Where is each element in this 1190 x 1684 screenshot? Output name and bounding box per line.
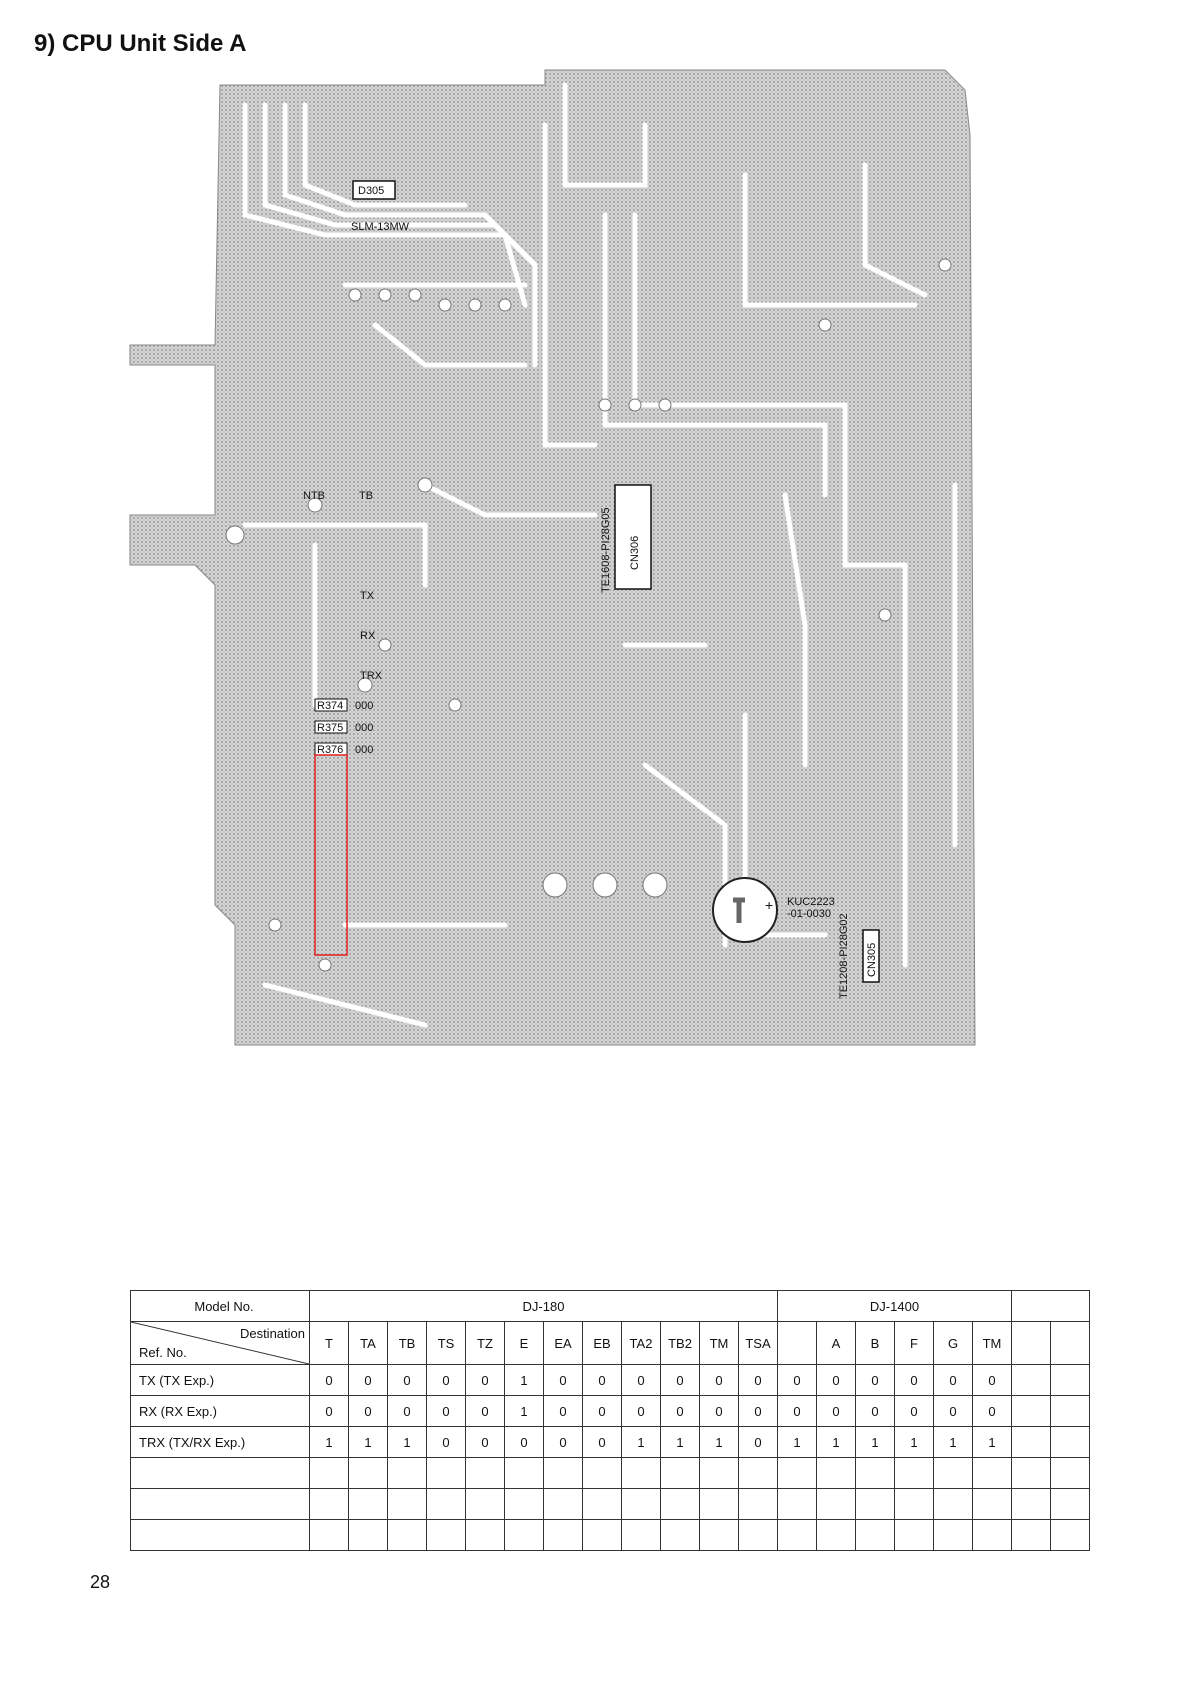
table-cell	[1051, 1489, 1090, 1520]
destination-cell: TB2	[661, 1322, 700, 1365]
table-cell	[700, 1520, 739, 1551]
cn305-part-label: TE1208-PI28G02	[838, 913, 850, 999]
table-cell: 0	[466, 1365, 505, 1396]
table-cell: 1	[388, 1427, 427, 1458]
rx-label: RX	[360, 630, 376, 642]
table-cell	[934, 1458, 973, 1489]
ntb-label: NTB	[303, 490, 325, 502]
table-cell: 0	[973, 1365, 1012, 1396]
table-cell	[700, 1458, 739, 1489]
table-cell	[1051, 1396, 1090, 1427]
model-dj1400: DJ-1400	[778, 1291, 1012, 1322]
destination-cell: T	[310, 1322, 349, 1365]
table-cell	[466, 1489, 505, 1520]
table-cell: 1	[622, 1427, 661, 1458]
table-cell: 0	[778, 1396, 817, 1427]
table-cell	[778, 1458, 817, 1489]
table-cell: 0	[895, 1365, 934, 1396]
r374-value: 000	[355, 700, 374, 712]
destination-cell: TB	[388, 1322, 427, 1365]
table-cell	[1012, 1458, 1051, 1489]
slm-label: SLM-13MW	[351, 221, 410, 233]
r375-value: 000	[355, 722, 374, 734]
destination-cell: F	[895, 1322, 934, 1365]
table-cell: 0	[310, 1365, 349, 1396]
destination-cell: E	[505, 1322, 544, 1365]
model-empty	[1012, 1291, 1090, 1322]
table-cell: 0	[349, 1365, 388, 1396]
table-cell: 0	[466, 1427, 505, 1458]
table-cell	[661, 1489, 700, 1520]
table-row	[131, 1458, 1090, 1489]
table-row	[131, 1396, 1090, 1427]
table-cell	[973, 1458, 1012, 1489]
table-cell: 1	[895, 1427, 934, 1458]
table-cell: 0	[583, 1427, 622, 1458]
r375-label: R375	[317, 722, 344, 734]
table-cell: 0	[934, 1396, 973, 1427]
table-cell: 0	[739, 1427, 778, 1458]
table-cell: 0	[388, 1365, 427, 1396]
table-cell	[1012, 1489, 1051, 1520]
table-cell	[505, 1458, 544, 1489]
table-cell: 0	[544, 1365, 583, 1396]
table-header-row	[131, 1291, 1090, 1322]
trx-label: TRX	[360, 670, 382, 682]
destination-cell: A	[817, 1322, 856, 1365]
table-row	[131, 1427, 1090, 1458]
table-row	[131, 1520, 1090, 1551]
table-cell: 0	[583, 1365, 622, 1396]
destination-table	[130, 1290, 1090, 1551]
table-cell: 0	[427, 1427, 466, 1458]
table-cell	[466, 1458, 505, 1489]
table-cell	[934, 1520, 973, 1551]
destination-cell: EA	[544, 1322, 583, 1365]
cn305-label: CN305	[866, 942, 878, 977]
table-cell	[661, 1520, 700, 1551]
table-cell	[622, 1520, 661, 1551]
model-dj180: DJ-180	[310, 1291, 778, 1322]
table-cell: 0	[661, 1396, 700, 1427]
table-cell: 1	[973, 1427, 1012, 1458]
destination-row	[131, 1322, 1090, 1365]
cn306-label: CN306	[629, 535, 641, 570]
table-cell: 0	[583, 1396, 622, 1427]
table-cell	[427, 1458, 466, 1489]
table-cell	[310, 1458, 349, 1489]
table-cell	[1012, 1365, 1051, 1396]
table-cell: 1	[934, 1427, 973, 1458]
table-cell	[1012, 1396, 1051, 1427]
table-cell: 0	[973, 1396, 1012, 1427]
table-cell	[544, 1489, 583, 1520]
row-label: TRX (TX/RX Exp.)	[131, 1427, 310, 1458]
table-cell	[388, 1520, 427, 1551]
table-cell	[856, 1458, 895, 1489]
table-cell	[817, 1489, 856, 1520]
r376-value: 000	[355, 744, 374, 756]
r376-label: R376	[317, 744, 344, 756]
table-cell	[466, 1520, 505, 1551]
table-cell	[427, 1520, 466, 1551]
table-cell: 0	[466, 1396, 505, 1427]
row-label	[131, 1489, 310, 1520]
table-cell: 1	[310, 1427, 349, 1458]
table-cell	[505, 1489, 544, 1520]
table-cell	[1051, 1520, 1090, 1551]
row-label	[131, 1458, 310, 1489]
destination-label: Destination	[239, 1326, 305, 1341]
d305-label: D305	[358, 185, 385, 197]
destination-cell: TS	[427, 1322, 466, 1365]
table-cell: 0	[622, 1396, 661, 1427]
table-cell	[700, 1489, 739, 1520]
table-cell: 1	[661, 1427, 700, 1458]
page-number: 28	[90, 1572, 111, 1592]
destination-table-container	[130, 1290, 1090, 1551]
row-label: TX (TX Exp.)	[131, 1365, 310, 1396]
table-cell	[1051, 1427, 1090, 1458]
table-cell	[973, 1489, 1012, 1520]
table-cell: 0	[544, 1396, 583, 1427]
destination-cell: B	[856, 1322, 895, 1365]
table-cell: 0	[817, 1396, 856, 1427]
table-cell	[1051, 1365, 1090, 1396]
table-cell: 0	[700, 1396, 739, 1427]
table-cell: 1	[349, 1427, 388, 1458]
tx-label: TX	[360, 590, 375, 602]
table-cell: 1	[817, 1427, 856, 1458]
table-cell	[856, 1489, 895, 1520]
table-cell	[583, 1489, 622, 1520]
ref-no-label: Ref. No.	[139, 1345, 187, 1360]
table-cell	[895, 1458, 934, 1489]
tb-label: TB	[359, 490, 374, 502]
table-cell: 0	[544, 1427, 583, 1458]
table-cell	[739, 1458, 778, 1489]
table-cell: 0	[817, 1365, 856, 1396]
table-row	[131, 1365, 1090, 1396]
table-cell	[1051, 1458, 1090, 1489]
table-cell	[583, 1458, 622, 1489]
destination-cell: TSA	[739, 1322, 778, 1365]
table-cell	[349, 1520, 388, 1551]
table-cell	[817, 1520, 856, 1551]
table-cell	[778, 1489, 817, 1520]
table-row	[131, 1489, 1090, 1520]
table-cell	[739, 1489, 778, 1520]
destination-cell: TA2	[622, 1322, 661, 1365]
table-cell	[388, 1458, 427, 1489]
table-cell: 1	[700, 1427, 739, 1458]
table-cell	[895, 1520, 934, 1551]
table-cell	[778, 1520, 817, 1551]
destination-cell: TA	[349, 1322, 388, 1365]
table-cell: 0	[310, 1396, 349, 1427]
table-cell: 0	[505, 1427, 544, 1458]
destination-cell	[1012, 1322, 1051, 1365]
table-cell: 0	[661, 1365, 700, 1396]
table-cell	[1012, 1427, 1051, 1458]
r374-label: R374	[317, 700, 344, 712]
table-cell: 0	[778, 1365, 817, 1396]
svg-text:+: +	[765, 897, 774, 913]
destination-cell	[1051, 1322, 1090, 1365]
table-cell	[1012, 1520, 1051, 1551]
table-cell	[427, 1489, 466, 1520]
row-label	[131, 1520, 310, 1551]
table-cell	[349, 1458, 388, 1489]
destination-cell: TM	[973, 1322, 1012, 1365]
table-cell: 0	[349, 1396, 388, 1427]
table-cell	[544, 1458, 583, 1489]
table-cell	[895, 1489, 934, 1520]
table-cell	[583, 1520, 622, 1551]
cn306-part-label: TE1608-PI28G05	[600, 507, 612, 593]
table-cell	[661, 1458, 700, 1489]
table-cell	[388, 1489, 427, 1520]
model-no-label: Model No.	[131, 1291, 310, 1322]
destination-cell: TZ	[466, 1322, 505, 1365]
table-cell: 1	[856, 1427, 895, 1458]
table-cell: 1	[778, 1427, 817, 1458]
table-cell	[622, 1458, 661, 1489]
table-cell: 1	[505, 1365, 544, 1396]
destination-cell: TM	[700, 1322, 739, 1365]
table-cell: 0	[622, 1365, 661, 1396]
table-cell: 1	[505, 1396, 544, 1427]
destination-cell: G	[934, 1322, 973, 1365]
destination-ref-header	[131, 1322, 310, 1365]
table-cell	[310, 1489, 349, 1520]
kuc-label-line1: KUC2223	[787, 896, 835, 908]
destination-cell	[778, 1322, 817, 1365]
table-cell	[349, 1489, 388, 1520]
table-cell: 0	[739, 1365, 778, 1396]
table-cell: 0	[934, 1365, 973, 1396]
table-cell: 0	[427, 1396, 466, 1427]
destination-cell: EB	[583, 1322, 622, 1365]
table-cell	[856, 1520, 895, 1551]
row-label: RX (RX Exp.)	[131, 1396, 310, 1427]
table-cell: 0	[427, 1365, 466, 1396]
table-cell: 0	[856, 1396, 895, 1427]
table-cell	[622, 1489, 661, 1520]
table-cell	[739, 1520, 778, 1551]
pcb-board-image	[125, 65, 1025, 1065]
table-cell	[817, 1458, 856, 1489]
table-cell: 0	[700, 1365, 739, 1396]
table-cell	[973, 1520, 1012, 1551]
table-cell	[544, 1520, 583, 1551]
table-cell	[505, 1520, 544, 1551]
table-cell	[310, 1520, 349, 1551]
table-cell	[934, 1489, 973, 1520]
table-cell: 0	[895, 1396, 934, 1427]
table-cell: 0	[739, 1396, 778, 1427]
table-cell: 0	[388, 1396, 427, 1427]
kuc-label-line2: -01-0030	[787, 908, 832, 920]
table-cell: 0	[856, 1365, 895, 1396]
page-title: 9) CPU Unit Side A	[34, 30, 247, 57]
